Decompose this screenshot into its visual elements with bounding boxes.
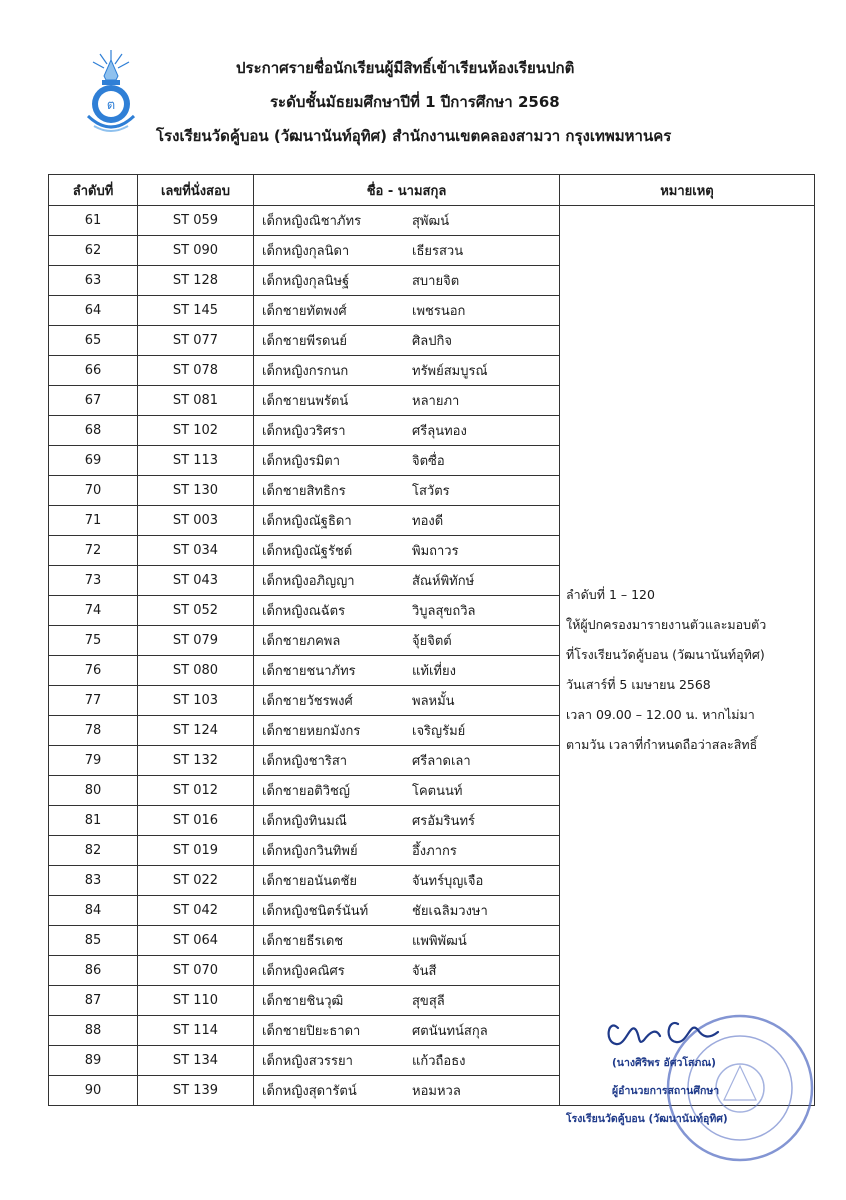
row-full-name: [254, 206, 560, 236]
row-seat-number: ST 077: [138, 326, 254, 356]
row-surname: โสวัตร: [412, 484, 450, 499]
col-header-name: ชื่อ - นามสกุล: [254, 175, 560, 206]
remark-line: ลำดับที่ 1 – 120: [566, 587, 655, 602]
remark-line: วันเสาร์ที่ 5 เมษายน 2568: [566, 677, 711, 692]
remark-cell: [560, 206, 815, 1106]
row-full-name: [254, 866, 560, 896]
col-header-order: ลำดับที่: [49, 175, 138, 206]
row-surname: ศรีลาดเลา: [412, 754, 471, 769]
row-surname: หลายภา: [412, 394, 460, 409]
remark-line: เวลา 09.00 – 12.00 น. หากไม่มา: [566, 707, 755, 722]
row-seat-number: ST 019: [138, 836, 254, 866]
row-surname: อึ้งภากร: [412, 844, 457, 859]
row-seat-number: ST 012: [138, 776, 254, 806]
school-logo: [80, 46, 142, 136]
row-full-name: [254, 416, 560, 446]
row-full-name: [254, 686, 560, 716]
row-surname: สุพัฒน์: [412, 214, 450, 229]
row-seat-number: ST 102: [138, 416, 254, 446]
row-seat-number: ST 064: [138, 926, 254, 956]
row-first-name: เด็กหญิงสุดารัตน์: [262, 1084, 357, 1099]
row-full-name: [254, 656, 560, 686]
student-table: [48, 174, 815, 1106]
row-surname: จิตซื่อ: [412, 454, 445, 469]
row-order-number: 89: [49, 1046, 138, 1076]
row-first-name: เด็กชายอนันตชัย: [262, 874, 357, 889]
svg-text:ต: ต: [106, 98, 116, 113]
row-surname: ศรีลุนทอง: [412, 424, 467, 439]
row-order-number: 68: [49, 416, 138, 446]
row-first-name: เด็กหญิงชาริสา: [262, 754, 348, 769]
row-full-name: [254, 266, 560, 296]
row-full-name: [254, 596, 560, 626]
row-first-name: เด็กหญิงรมิตา: [262, 454, 341, 469]
row-order-number: 84: [49, 896, 138, 926]
row-order-number: 62: [49, 236, 138, 266]
row-seat-number: ST 034: [138, 536, 254, 566]
row-first-name: เด็กชายชินวุฒิ: [262, 994, 344, 1009]
row-seat-number: ST 139: [138, 1076, 254, 1106]
signer-school: โรงเรียนวัดคู้บอน (วัฒนานันท์อุทิศ): [566, 1113, 728, 1125]
row-order-number: 82: [49, 836, 138, 866]
row-full-name: [254, 536, 560, 566]
row-order-number: 83: [49, 866, 138, 896]
row-surname: เพชรนอก: [412, 304, 466, 319]
row-seat-number: ST 132: [138, 746, 254, 776]
col-header-remark: หมายเหตุ: [560, 175, 815, 206]
row-surname: โคตนนท์: [412, 784, 463, 799]
row-first-name: เด็กชายสิทธิกร: [262, 484, 346, 499]
row-first-name: เด็กหญิงณิชาภัทร: [262, 214, 362, 229]
row-order-number: 90: [49, 1076, 138, 1106]
row-first-name: เด็กหญิงทินมณี: [262, 814, 347, 829]
row-full-name: [254, 806, 560, 836]
row-first-name: เด็กชายอติวิชญ์: [262, 784, 350, 799]
row-first-name: เด็กหญิงสวรรยา: [262, 1054, 353, 1069]
row-full-name: [254, 776, 560, 806]
row-surname: สุขสุลี: [412, 994, 445, 1009]
row-surname: จันสี: [412, 964, 437, 979]
header-school: โรงเรียนวัดคู้บอน (วัฒนานันท์อุทิศ) สำนักงานเขตคลองสามวา กรุงเทพมหานคร: [156, 127, 672, 145]
row-seat-number: ST 078: [138, 356, 254, 386]
row-full-name: [254, 446, 560, 476]
row-surname: ศรอัมรินทร์: [412, 814, 476, 829]
row-full-name: [254, 956, 560, 986]
row-surname: สัณห์พิทักษ์: [412, 574, 475, 589]
row-first-name: เด็กชายวัชรพงศ์: [262, 694, 353, 709]
row-surname: หอมหวล: [412, 1084, 461, 1099]
row-seat-number: ST 070: [138, 956, 254, 986]
remark-note: [566, 580, 766, 760]
remark-line: ให้ผู้ปกครองมารายงานตัวและมอบตัว: [566, 617, 767, 632]
row-seat-number: ST 090: [138, 236, 254, 266]
row-full-name: [254, 836, 560, 866]
row-seat-number: ST 124: [138, 716, 254, 746]
row-surname: ศิลปกิจ: [412, 334, 452, 349]
signer-position: ผู้อำนวยการสถานศึกษา: [612, 1085, 720, 1097]
row-first-name: เด็กชายปิยะธาดา: [262, 1024, 361, 1039]
row-first-name: เด็กชายทัตพงศ์: [262, 304, 347, 319]
row-order-number: 75: [49, 626, 138, 656]
row-order-number: 66: [49, 356, 138, 386]
row-full-name: [254, 926, 560, 956]
table-body: [49, 206, 815, 1106]
row-surname: แพพิพัฒน์: [412, 934, 467, 949]
row-full-name: [254, 236, 560, 266]
row-first-name: เด็กชายพีรดนย์: [262, 334, 347, 349]
row-surname: จันทร์บุญเจือ: [412, 874, 484, 889]
row-seat-number: ST 016: [138, 806, 254, 836]
row-seat-number: ST 043: [138, 566, 254, 596]
row-full-name: [254, 746, 560, 776]
row-order-number: 85: [49, 926, 138, 956]
row-seat-number: ST 113: [138, 446, 254, 476]
row-full-name: [254, 296, 560, 326]
row-first-name: เด็กหญิงกรกนก: [262, 364, 349, 379]
row-surname: จุ้ยจิตต์: [412, 634, 452, 649]
header-title: ประกาศรายชื่อนักเรียนผู้มีสิทธิ์เข้าเรียนห้องเรียนปกติ: [236, 59, 575, 77]
row-full-name: [254, 716, 560, 746]
row-full-name: [254, 566, 560, 596]
row-seat-number: ST 080: [138, 656, 254, 686]
row-order-number: 67: [49, 386, 138, 416]
row-first-name: เด็กหญิงกุลนิดา: [262, 244, 350, 259]
row-order-number: 70: [49, 476, 138, 506]
row-surname: ชัยเฉลิมวงษา: [412, 904, 488, 919]
row-first-name: เด็กหญิงคณิศร: [262, 964, 345, 979]
row-order-number: 78: [49, 716, 138, 746]
row-order-number: 88: [49, 1016, 138, 1046]
row-order-number: 69: [49, 446, 138, 476]
row-seat-number: ST 059: [138, 206, 254, 236]
row-surname: เจริญรัมย์: [412, 724, 466, 739]
row-first-name: เด็กชายหยกมังกร: [262, 724, 361, 739]
table-header-row: [49, 175, 815, 206]
row-first-name: เด็กชายธีรเดช: [262, 934, 344, 949]
row-seat-number: ST 079: [138, 626, 254, 656]
row-surname: วิบูลสุขถวิล: [412, 604, 476, 619]
row-first-name: เด็กหญิงวริศรา: [262, 424, 346, 439]
row-seat-number: ST 003: [138, 506, 254, 536]
row-full-name: [254, 326, 560, 356]
row-first-name: เด็กหญิงณัฐธิดา: [262, 514, 352, 529]
row-full-name: [254, 1046, 560, 1076]
row-order-number: 63: [49, 266, 138, 296]
row-order-number: 74: [49, 596, 138, 626]
row-surname: พลหมั้น: [412, 694, 455, 709]
row-first-name: เด็กหญิงชนิตร์นันท์: [262, 904, 369, 919]
row-order-number: 86: [49, 956, 138, 986]
row-full-name: [254, 356, 560, 386]
row-order-number: 76: [49, 656, 138, 686]
row-order-number: 72: [49, 536, 138, 566]
row-first-name: เด็กชายภคพล: [262, 634, 341, 649]
remark-line: ที่โรงเรียนวัดคู้บอน (วัฒนานันท์อุทิศ): [566, 647, 765, 662]
row-seat-number: ST 128: [138, 266, 254, 296]
row-full-name: [254, 476, 560, 506]
row-full-name: [254, 1016, 560, 1046]
header-level-year: ระดับชั้นมัธยมศึกษาปีที่ 1 ปีการศึกษา 2568: [270, 93, 560, 111]
table-row: [49, 206, 815, 236]
row-order-number: 61: [49, 206, 138, 236]
row-full-name: [254, 986, 560, 1016]
row-surname: ทรัพย์สมบูรณ์: [412, 364, 488, 379]
row-first-name: เด็กชายชนาภัทร: [262, 664, 356, 679]
row-order-number: 64: [49, 296, 138, 326]
row-seat-number: ST 110: [138, 986, 254, 1016]
row-order-number: 81: [49, 806, 138, 836]
row-surname: แก้วถือธง: [412, 1054, 466, 1069]
row-first-name: เด็กชายนพรัตน์: [262, 394, 349, 409]
row-seat-number: ST 134: [138, 1046, 254, 1076]
row-first-name: เด็กหญิงกวินทิพย์: [262, 844, 358, 859]
row-surname: เธียรสวน: [412, 244, 464, 259]
row-surname: ศตนันทน์สกุล: [412, 1024, 488, 1039]
row-order-number: 71: [49, 506, 138, 536]
row-order-number: 79: [49, 746, 138, 776]
row-seat-number: ST 103: [138, 686, 254, 716]
row-order-number: 73: [49, 566, 138, 596]
row-seat-number: ST 042: [138, 896, 254, 926]
row-seat-number: ST 022: [138, 866, 254, 896]
remark-line: ตามวัน เวลาที่กำหนดถือว่าสละสิทธิ์: [566, 737, 758, 752]
row-seat-number: ST 130: [138, 476, 254, 506]
row-full-name: [254, 896, 560, 926]
row-order-number: 65: [49, 326, 138, 356]
row-first-name: เด็กหญิงอภิญญา: [262, 574, 355, 589]
row-seat-number: ST 114: [138, 1016, 254, 1046]
row-order-number: 77: [49, 686, 138, 716]
row-full-name: [254, 626, 560, 656]
row-surname: ทองดี: [412, 514, 444, 529]
row-order-number: 80: [49, 776, 138, 806]
row-first-name: เด็กหญิงณัฐรัชต์: [262, 544, 353, 559]
signer-name: (นางศิริพร อัศวโสภณ): [612, 1057, 716, 1069]
row-surname: แท้เที่ยง: [412, 664, 456, 679]
row-full-name: [254, 506, 560, 536]
row-full-name: [254, 386, 560, 416]
row-order-number: 87: [49, 986, 138, 1016]
row-surname: พิมถาวร: [412, 544, 459, 559]
row-first-name: เด็กหญิงกุลนิษฐ์: [262, 274, 350, 289]
row-seat-number: ST 052: [138, 596, 254, 626]
row-surname: สบายจิต: [412, 274, 460, 289]
row-first-name: เด็กหญิงณฉัตร: [262, 604, 346, 619]
col-header-seat: เลขที่นั่งสอบ: [138, 175, 254, 206]
row-seat-number: ST 145: [138, 296, 254, 326]
row-seat-number: ST 081: [138, 386, 254, 416]
row-full-name: [254, 1076, 560, 1106]
